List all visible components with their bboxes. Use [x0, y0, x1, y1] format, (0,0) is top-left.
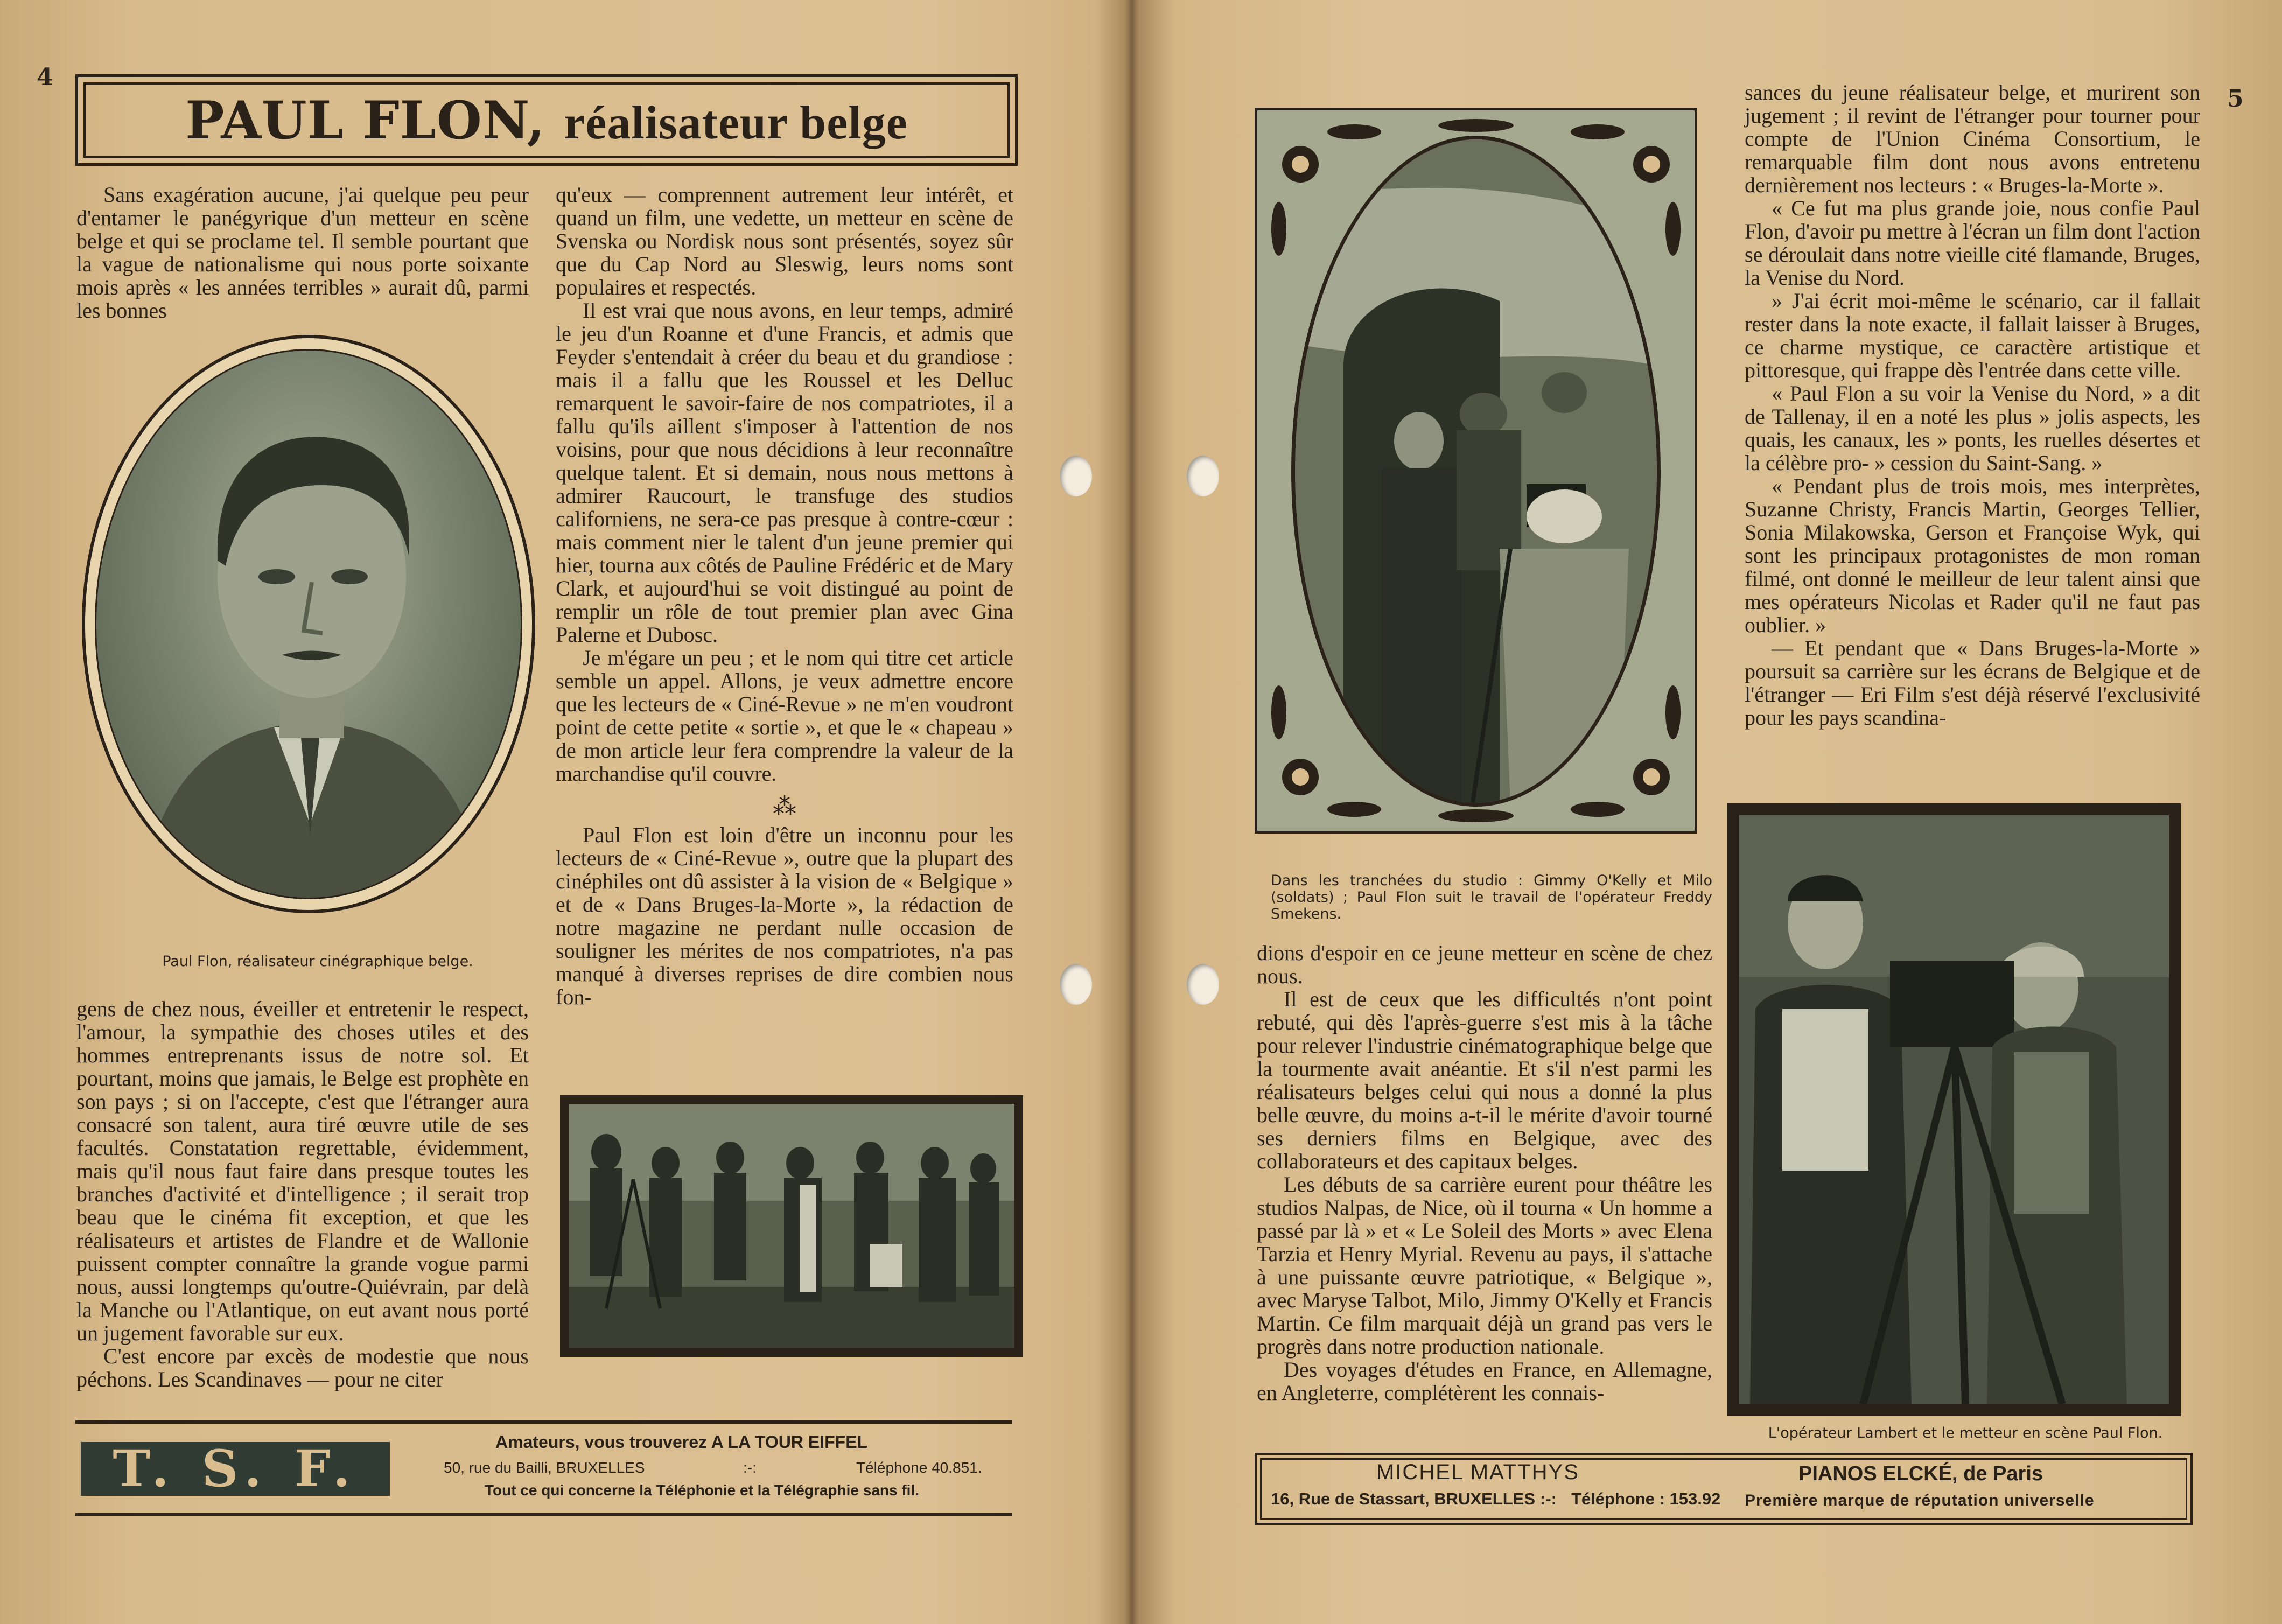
ad-left-sep: :-: [743, 1459, 757, 1476]
operator-caption: L'opérateur Lambert et le metteur en scène Paul Flon. [1768, 1425, 2163, 1441]
page-number-left: 4 [37, 64, 53, 91]
trench-photo [1291, 136, 1661, 807]
paragraph: Sans exagération aucune, j'ai quelque peu peur d'entamer le panégyrique d'un metteur en scène belge et qui se proclame tel. Il semble pourtant que la vague de nationalisme qui nous porte soixante mois après « les années terribles » aurait dû, parmi les bonnes [76, 183, 529, 323]
operator-illustration [1739, 815, 2169, 1404]
paragraph: Les débuts de sa carrière eurent pour théâtre les studios Nalpas, de Nice, où il tourna « Un homme a passé par là » et « Le Soleil des Morts » avec Elena Tarzia et Henry Myrial. Revenu au pays, il s'attache à une puissante œuvre patriotique, « Belgique », avec Maryse Talbot, Milo, Jimmy O'Kelly et Francis Martin. Ce film marquait déjà un grand pas vers le progrès dans notre production nationale. [1257, 1172, 1712, 1359]
section-separator-stars: ⁂ [773, 793, 796, 820]
left-column-2 [556, 183, 1013, 1009]
paragraph: dions d'espoir en ce jeune metteur en scène de chez nous. [1257, 941, 1712, 988]
portrait-caption: Paul Flon, réalisateur cinégraphique belge. [162, 953, 473, 970]
ad-left-line3: Tout ce qui concerne la Téléphonie et la Télégraphie sans fil. [485, 1482, 920, 1499]
paragraph: » J'ai écrit moi-même le scénario, car il fallait rester dans la note exacte, il fallait laisser à Bruges, ce charme mystique, ce caractère artistique et pittoresque, qui frappe dès l'entrée dans cette ville. [1745, 289, 2200, 382]
title-name: PAUL FLON, [185, 89, 545, 151]
ad-left-line1: Amateurs, vous trouverez A LA TOUR EIFFEL [495, 1432, 868, 1452]
tsf-logo: T. S. F. [81, 1442, 390, 1496]
paragraph: Des voyages d'études en France, en Allemagne, en Angleterre, complétèrent les connais- [1257, 1357, 1712, 1405]
title-rest: réalisateur belge [564, 96, 908, 149]
trench-illustration [1295, 139, 1657, 803]
left-column-1-bottom [76, 997, 529, 1391]
right-column-2 [1745, 81, 2200, 729]
paragraph: Il est de ceux que les difficultés n'ont point rebuté, qui dès l'après-guerre s'est mis à la tâche pour relever l'industrie cinématographique belge que la tourmente avait anéantie. Et s'il n'est parmi les réalisateurs belges celui qui nous a donné la plus belle œuvre, du moins a-t-il le mérite d'avoir tourné ses derniers films en Belgique, avec des collaborateurs et des capitaux belges. [1257, 987, 1712, 1173]
paragraph: qu'eux — comprennent autrement leur intérêt, et quand un film, une vedette, un metteur en scène de Svenska ou Nordisk nous sont présentés, soyez sûr que du Cap Nord au Sleswig, leurs noms sont populaires et respectés. [556, 183, 1013, 299]
paragraph: Je m'égare un peu ; et le nom qui titre cet article semble un appel. Allons, je veux admettre encore que les lecteurs de « Ciné-Revue » ne m'en voudront point de cette petite « sortie », et que le « chapeau » de mon article leur fera comprendre la valeur de la marchandise qu'il couvre. [556, 646, 1013, 786]
paragraph: « Pendant plus de trois mois, mes interprètes, Suzanne Christy, Francis Martin, Georges Tellier, Sonia Milakowska, Gerson et Françoise Wyk, qui sont les principaux protagonistes de mon roman filmé, ont donné le meilleur de leur talent ainsi que mes opérateurs Nicolas et Rader qu'il ne faut pas oublier. » [1745, 474, 2200, 637]
ad-right-address: 16, Rue de Stassart, BRUXELLES [1271, 1489, 1535, 1508]
ad-right-sep: :-: [1540, 1489, 1557, 1508]
ad-rule-top [75, 1420, 1012, 1424]
right-column-1 [1257, 941, 1712, 1404]
ad-rule-bottom [75, 1513, 1012, 1516]
binding-hole [1060, 964, 1092, 1005]
binding-hole [1187, 456, 1219, 496]
operator-photo [1727, 803, 2181, 1416]
ad-right-phone: Téléphone : 153.92 [1571, 1489, 1721, 1508]
paragraph: « Paul Flon a su voir la Venise du Nord, » a dit de Tallenay, il en a noté les plus » jolis aspects, les quais, les canaux, les » ponts, les ruelles désertes et la célèbre pro- » cession du Saint-Sang. » [1745, 381, 2200, 475]
trench-caption: Dans les tranchées du studio : Gimmy O'Kelly et Milo (soldats) ; Paul Flon suit le travail de l'opérateur Freddy Smekens. [1271, 872, 1712, 922]
page-number-right: 5 [2227, 85, 2244, 113]
studio-group-photo [560, 1095, 1023, 1357]
portrait-photo-paul-flon [95, 349, 522, 899]
ad-right-tagline: Première marque de réputation universelle [1745, 1492, 2095, 1509]
paragraph: gens de chez nous, éveiller et entretenir le respect, l'amour, la sympathie des choses utiles et des hommes entreprenants issus de notre sol. Et pourtant, moins que jamais, le Belge est prophète en son pays ; si on l'accepte, c'est que l'étranger aura consacré son talent, aura tiré œuvre utile de ses facultés. Constatation regrettable, évidemment, mais qu'il nous faut faire dans presque toutes les branches d'activité et d'intelligence ; il serait trop beau que le cinéma fit exception, et que les réalisateurs et artistes de Flandre et de Wallonie puissent compter connaître la grande vogue parmi nous, aussi longtemps qu'outre-Quiévrain, par delà la Manche ou l'Atlantique, on eut avant nous porté un jugement favorable sur eux. [76, 997, 529, 1345]
binding-hole [1187, 964, 1219, 1005]
article-title [75, 74, 1018, 166]
paragraph: Il est vrai que nous avons, en leur temps, admiré le jeu d'un Roanne et d'une Francis, et admis que Feyder s'entendait à créer du beau et du grandiose : mais il a fallu que les Roussel et les Delluc remarquent le savoir-faire de nos compatriotes, il a fallu qu'ils aillent s'imposer à l'attention de nos voisins, pour que nous décidions à leur reconnaître quelque talent. Et si demain, nous nous mettons à admirer Raucourt, le transfuge des studios californiens, ne sera-ce pas presque à contre-cœur : mais comment nier le talent d'un jeune premier qui hier, tourna aux côtés de Pauline Frédéric et de Mary Clark, et aujourd'hui se voit distingué au point de remplir un rôle de tout premier plan avec Gina Palerne et Dubosc. [556, 298, 1013, 647]
paragraph: sances du jeune réalisateur belge, et murirent son jugement ; il revint de l'étranger pour tourner pour compte de l'Union Cinéma Consortium, le remarquable film dont nous avons entretenu dernièrement nos lecteurs : « Bruges-la-Morte ». [1745, 80, 2200, 197]
paragraph: C'est encore par excès de modestie que nous péchons. Les Scandinaves — pour ne citer [76, 1344, 529, 1391]
ad-left-address: 50, rue du Bailli, BRUXELLES [444, 1459, 645, 1476]
left-column-1-top [76, 183, 529, 322]
portrait-illustration [96, 351, 522, 899]
binding-hole [1060, 456, 1092, 496]
paragraph: — Et pendant que « Dans Bruges-la-Morte » poursuit sa carrière sur les écrans de Belgique et de l'étranger — Eri Film s'est déjà réservé l'exclusivité pour les pays scandina- [1745, 636, 2200, 730]
paragraph: Paul Flon est loin d'être un inconnu pour les lecteurs de « Ciné-Revue », outre que la plupart des cinéphiles ont dû assister à la vision de « Belgique » et de « Dans Bruges-la-Morte », la rédaction de notre magazine ne perdant nulle occasion de souligner les mérites de nos compatriotes, n'a pas manqué à diverses reprises de dire combien nous fon- [556, 823, 1013, 1009]
studio-group-illustration [569, 1104, 1014, 1348]
paragraph: « Ce fut ma plus grande joie, nous confie Paul Flon, d'avoir pu mettre à l'écran un film dont l'action se déroulait dans notre vieille cité flamande, Bruges, la Venise du Nord. [1745, 196, 2200, 290]
ad-right-name: MICHEL MATTHYS [1376, 1460, 1579, 1484]
ad-right-pianos: PIANOS ELCKÉ, de Paris [1798, 1462, 2043, 1485]
ad-left-phone: Téléphone 40.851. [856, 1459, 982, 1476]
